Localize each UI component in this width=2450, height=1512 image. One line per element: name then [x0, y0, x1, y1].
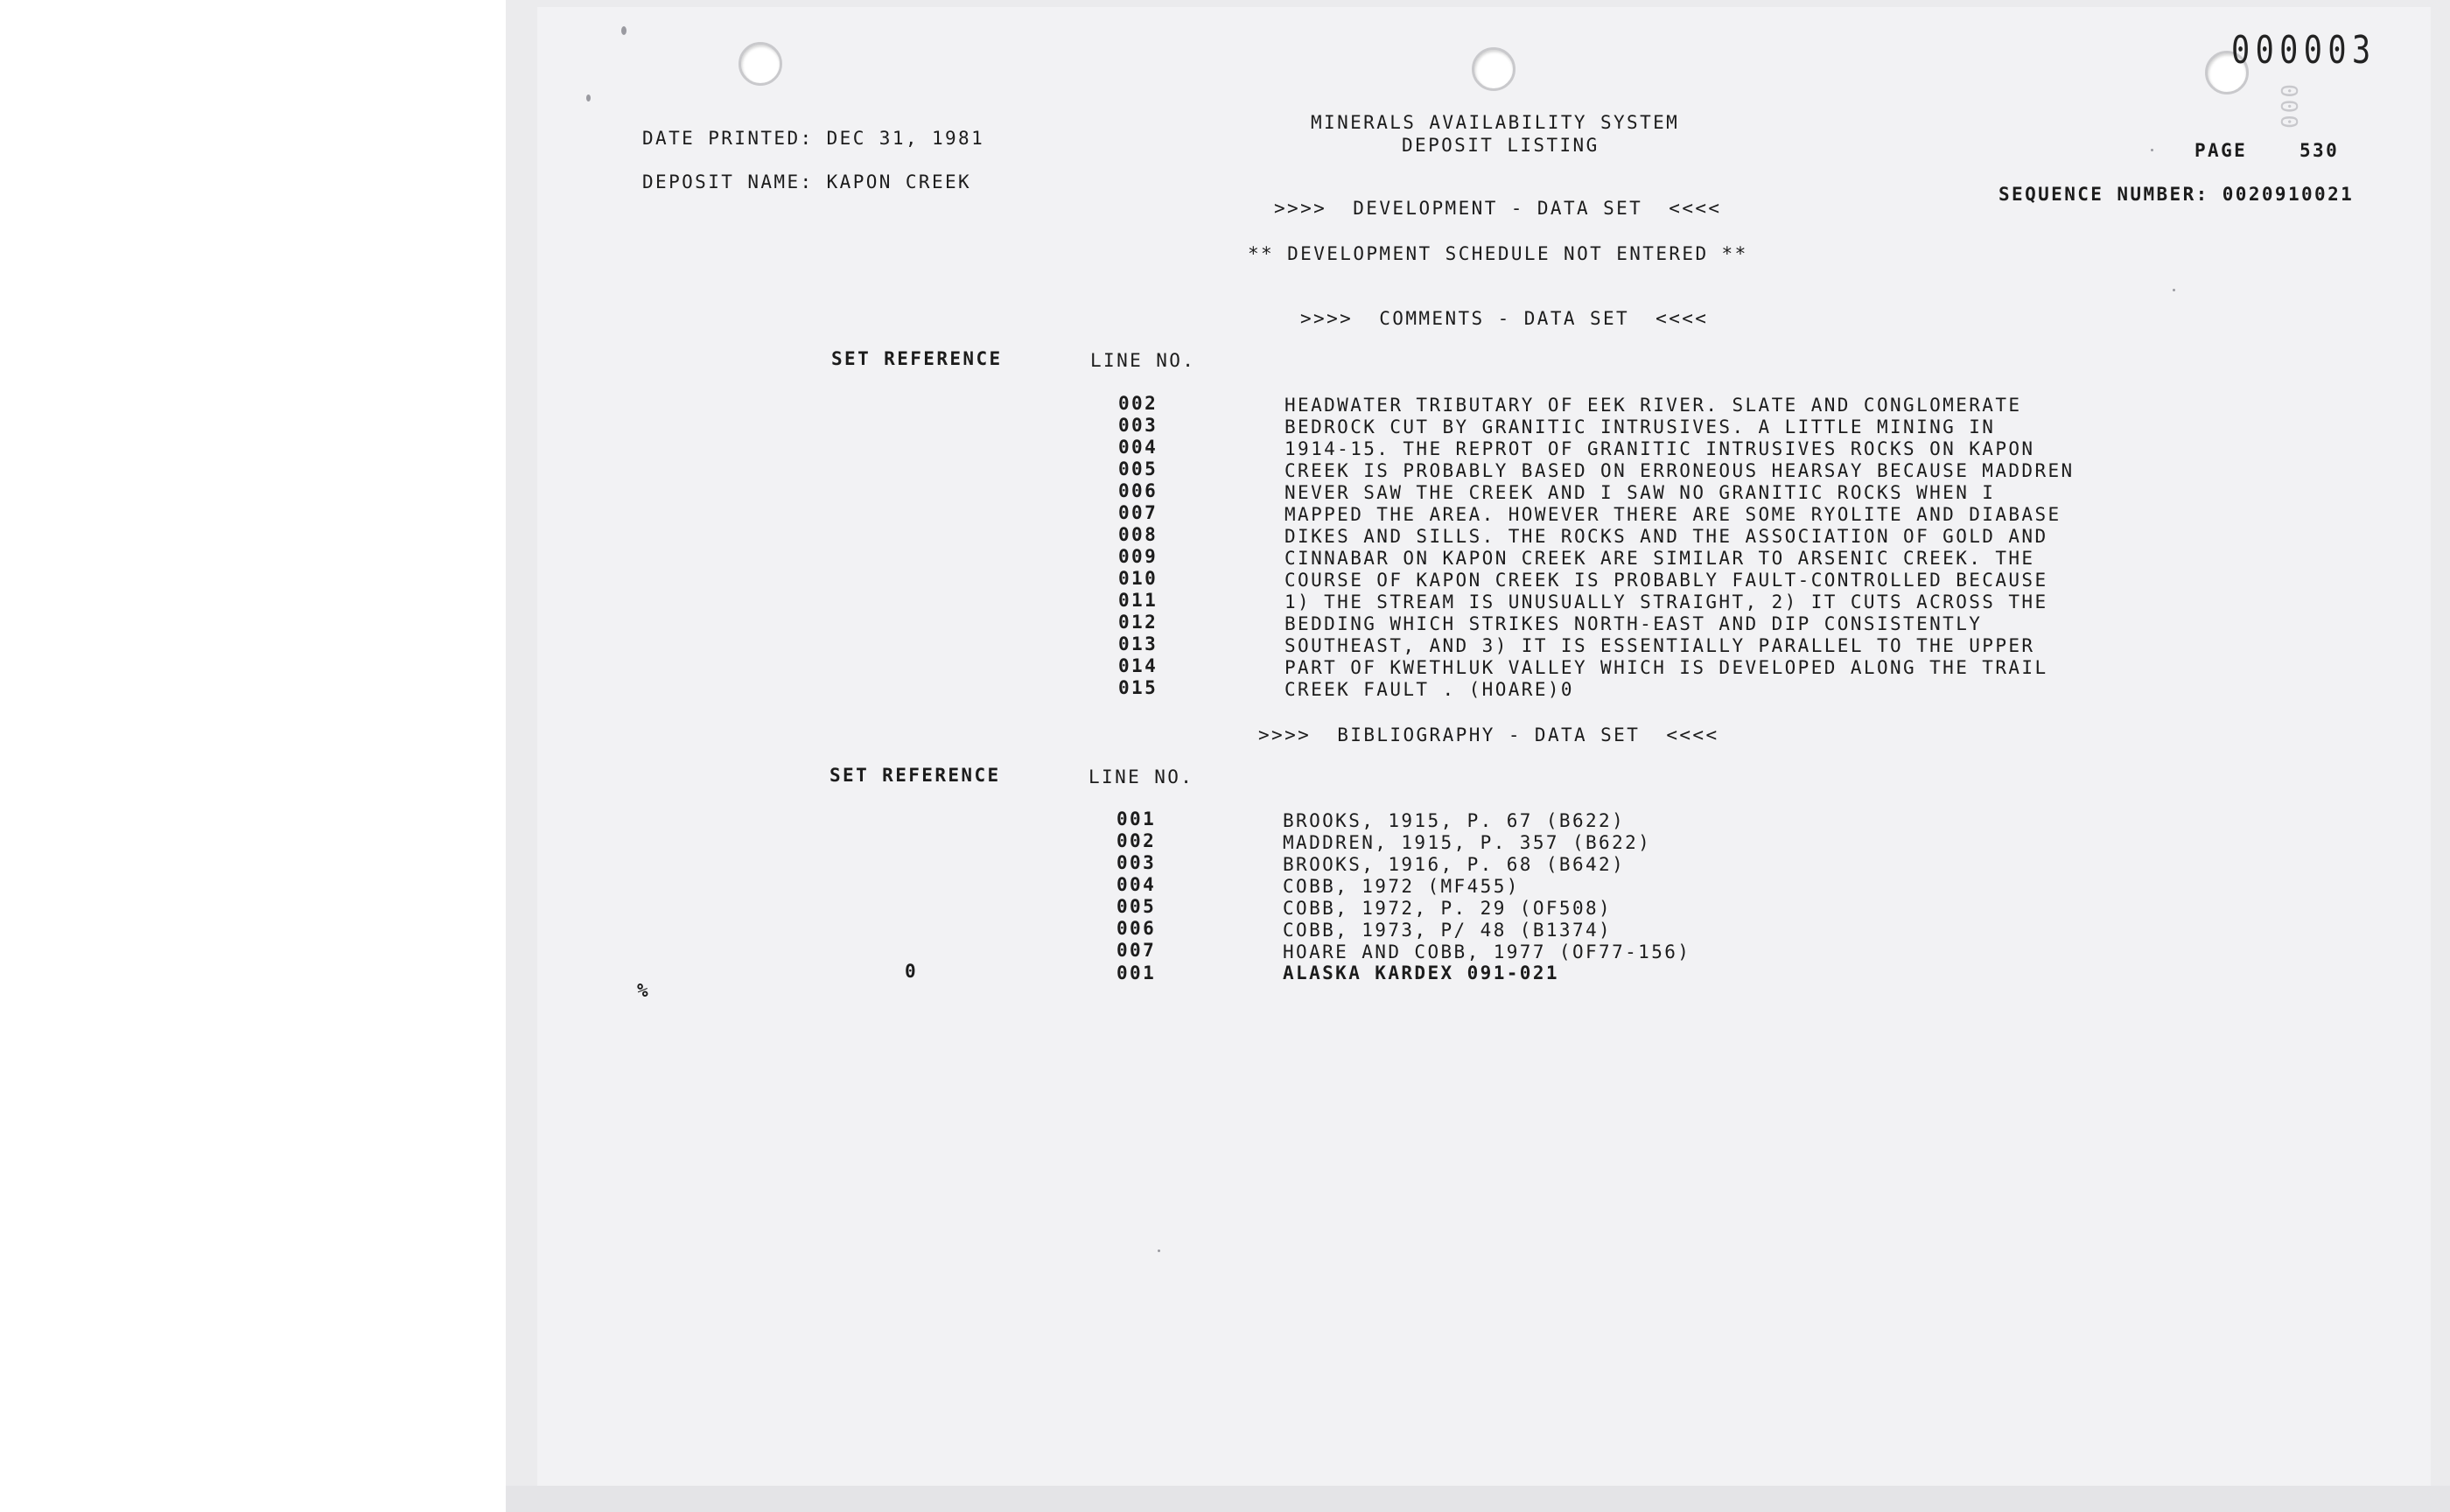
comment-text: 1) THE STREAM IS UNUSUALLY STRAIGHT, 2) IT CUTS ACROSS THE — [1284, 592, 2048, 612]
system-title: MINERALS AVAILABILITY SYSTEM — [1311, 112, 1680, 133]
comment-line-no: 005 — [1118, 458, 1158, 480]
comment-text: MAPPED THE AREA. HOWEVER THERE ARE SOME RYOLITE AND DIABASE — [1284, 504, 2062, 525]
footer-mark: % — [637, 980, 651, 1001]
comment-line-no: 013 — [1118, 634, 1158, 654]
bib-text: MADDREN, 1915, P. 357 (B622) — [1283, 832, 1652, 853]
development-note: ** DEVELOPMENT SCHEDULE NOT ENTERED ** — [1248, 243, 1748, 264]
bib-line-no: 002 — [1116, 830, 1157, 851]
comment-line-no: 010 — [1118, 568, 1158, 589]
sequence-number: SEQUENCE NUMBER: 0020910021 — [1998, 184, 2355, 205]
comment-line-no: 011 — [1118, 590, 1158, 611]
comment-text: HEADWATER TRIBUTARY OF EEK RIVER. SLATE AND CONGLOMERATE — [1284, 395, 2022, 416]
bib-line-no: 003 — [1116, 852, 1157, 873]
scanned-page — [506, 0, 2450, 1512]
development-heading: >>>> DEVELOPMENT - DATA SET <<<< — [1274, 198, 1722, 219]
bib-line-no: 001 — [1116, 808, 1157, 830]
page-number: 530 — [2300, 140, 2340, 161]
comment-text: PART OF KWETHLUK VALLEY WHICH IS DEVELOPED ALONG THE TRAIL — [1284, 657, 2048, 678]
comment-text: CREEK FAULT . (HOARE)0 — [1284, 679, 1574, 700]
comment-text: BEDROCK CUT BY GRANITIC INTRUSIVES. A LITTLE MINING IN — [1284, 416, 1996, 438]
final-line-no: 001 — [1116, 962, 1157, 984]
bib-line-no: 005 — [1116, 896, 1157, 917]
bib-text: BROOKS, 1915, P. 67 (B622) — [1283, 810, 1626, 831]
comment-line-no: 006 — [1118, 480, 1158, 501]
bibliography-heading: >>>> BIBLIOGRAPHY - DATA SET <<<< — [1258, 724, 1719, 746]
comments-col-line-no: LINE NO. — [1090, 350, 1196, 371]
comments-heading: >>>> COMMENTS - DATA SET <<<< — [1300, 308, 1709, 329]
comment-line-no: 015 — [1118, 677, 1158, 698]
page-label: PAGE — [2194, 140, 2248, 161]
scan-speck — [2151, 149, 2153, 151]
comment-line-no: 003 — [1118, 415, 1158, 436]
bibliography-col-set-reference: SET REFERENCE — [830, 765, 1001, 786]
deposit-name: DEPOSIT NAME: KAPON CREEK — [642, 172, 972, 192]
comment-text: DIKES AND SILLS. THE ROCKS AND THE ASSOCIATION OF GOLD AND — [1284, 526, 2048, 547]
bib-line-no: 004 — [1116, 874, 1157, 895]
comment-line-no: 012 — [1118, 612, 1158, 633]
bib-text: COBB, 1972 (MF455) — [1283, 876, 1520, 897]
stamp-number: 000003 — [2231, 28, 2376, 73]
comment-text: SOUTHEAST, AND 3) IT IS ESSENTIALLY PARALLEL TO THE UPPER — [1284, 635, 2035, 656]
comment-line-no: 008 — [1118, 524, 1158, 545]
comment-text: 1914-15. THE REPROT OF GRANITIC INTRUSIVES ROCKS ON KAPON — [1284, 438, 2035, 459]
comment-text: BEDDING WHICH STRIKES NORTH-EAST AND DIP CONSISTENTLY — [1284, 613, 1983, 634]
comment-line-no: 004 — [1118, 437, 1158, 458]
punch-hole-left — [738, 42, 782, 86]
final-bib-text: ALASKA KARDEX 091-021 — [1283, 962, 1559, 984]
bib-line-no: 006 — [1116, 918, 1157, 939]
paper-sheet — [537, 7, 2431, 1486]
bibliography-col-line-no: LINE NO. — [1088, 766, 1194, 788]
date-printed: DATE PRINTED: DEC 31, 1981 — [642, 128, 985, 149]
comment-line-no: 014 — [1118, 655, 1158, 676]
comment-text: CREEK IS PROBABLY BASED ON ERRONEOUS HEARSAY BECAUSE MADDREN — [1284, 460, 2075, 481]
comment-line-no: 009 — [1118, 546, 1158, 567]
comment-line-no: 002 — [1118, 393, 1158, 414]
scan-speck — [586, 94, 591, 102]
side-stamp: 000 — [2275, 84, 2301, 130]
comments-col-set-reference: SET REFERENCE — [831, 348, 1003, 369]
bib-text: COBB, 1973, P/ 48 (B1374) — [1283, 920, 1613, 941]
bib-text: BROOKS, 1916, P. 68 (B642) — [1283, 854, 1626, 875]
scan-speck — [2173, 289, 2175, 291]
comment-text: CINNABAR ON KAPON CREEK ARE SIMILAR TO ARSENIC CREEK. THE — [1284, 548, 2035, 569]
comment-text: NEVER SAW THE CREEK AND I SAW NO GRANITIC ROCKS WHEN I — [1284, 482, 1996, 503]
listing-title: DEPOSIT LISTING — [1402, 135, 1600, 156]
final-set-ref: 0 — [905, 961, 919, 982]
scan-speck — [1158, 1250, 1160, 1252]
punch-hole-center — [1472, 47, 1516, 91]
bib-line-no: 007 — [1116, 940, 1157, 961]
bib-text: HOARE AND COBB, 1977 (OF77-156) — [1283, 942, 1691, 962]
scan-speck — [621, 26, 626, 35]
bib-text: COBB, 1972, P. 29 (OF508) — [1283, 898, 1613, 919]
comment-line-no: 007 — [1118, 502, 1158, 523]
comment-text: COURSE OF KAPON CREEK IS PROBABLY FAULT-CONTROLLED BECAUSE — [1284, 570, 2048, 591]
paper-edge — [506, 1486, 2450, 1512]
